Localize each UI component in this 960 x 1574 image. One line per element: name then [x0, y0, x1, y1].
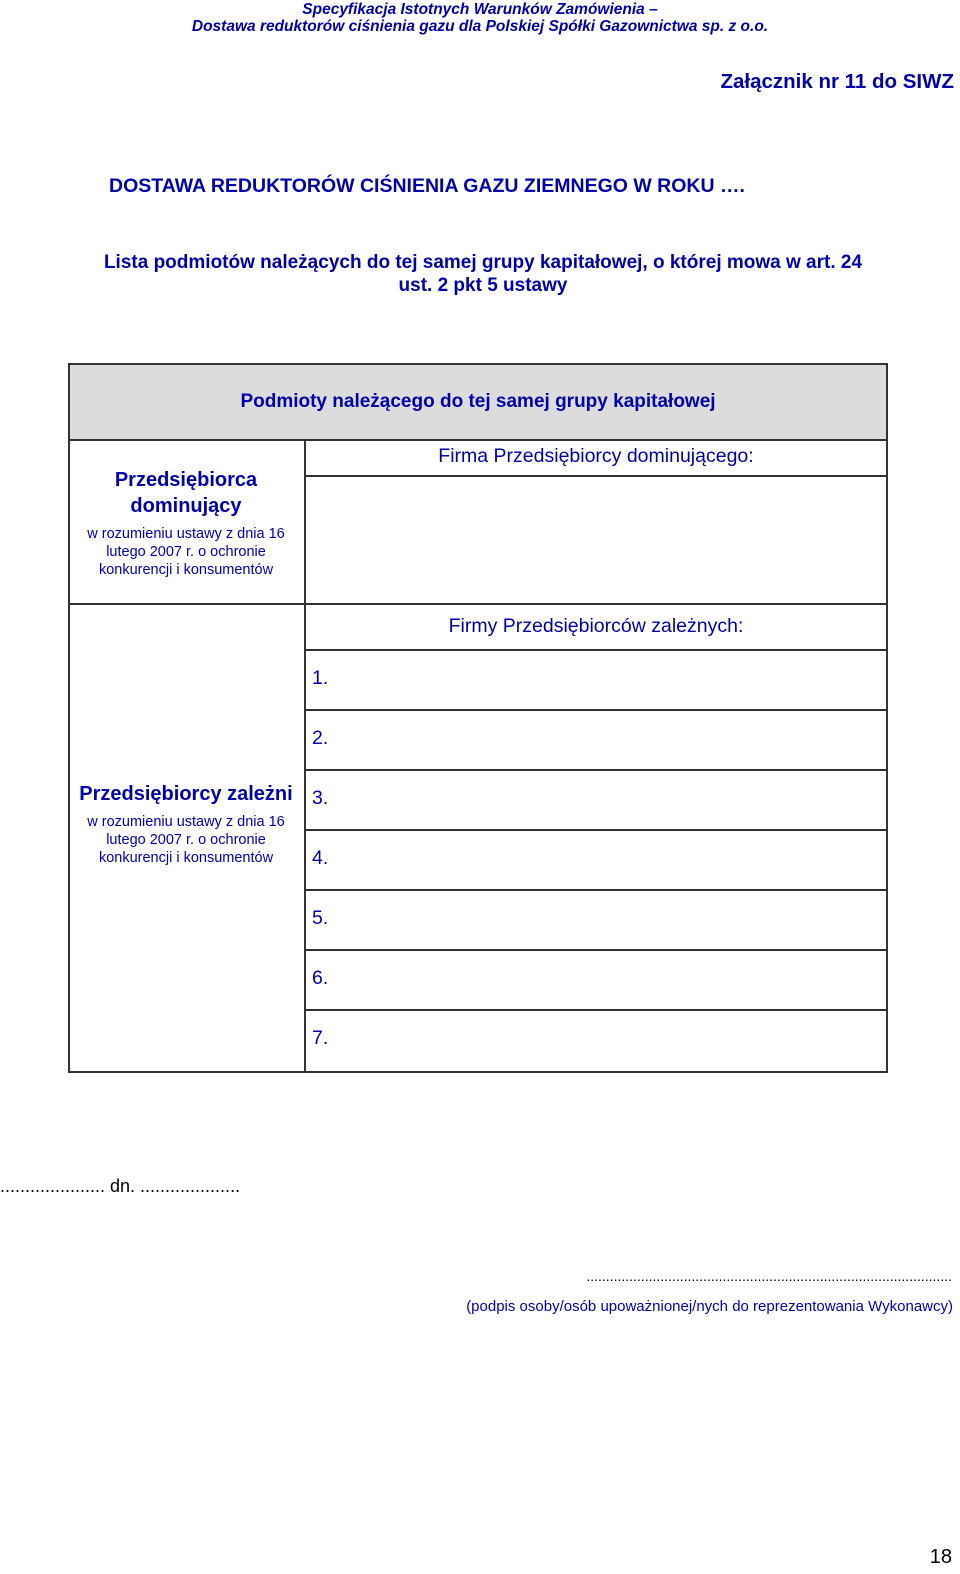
- dependent-row-field[interactable]: [306, 651, 886, 709]
- dominant-title: Przedsiębiorca dominujący: [114, 469, 258, 517]
- table-divider: [68, 439, 888, 441]
- table-divider: [68, 603, 888, 605]
- table-divider: [304, 439, 306, 1073]
- dependent-row-field[interactable]: [306, 951, 886, 1009]
- table-divider: [304, 889, 888, 891]
- table-divider: [304, 649, 888, 651]
- dependent-label-block: [68, 781, 304, 867]
- annex-label: Załącznik nr 11 do SIWZ: [720, 70, 954, 93]
- dominant-field-label: Firma Przedsiębiorcy dominującego:: [438, 445, 754, 467]
- table-border: [68, 363, 888, 365]
- table-divider: [304, 709, 888, 711]
- dominant-label-block: [68, 467, 304, 579]
- signature-dots: ..............................................................................................: [586, 1268, 952, 1284]
- dominant-note: w rozumieniu ustawy z dnia 16 lutego 2007 r. o ochronie konkurencji i konsumentów: [87, 526, 285, 578]
- dependent-row-field[interactable]: [306, 891, 886, 949]
- dependent-field-label: Firmy Przedsiębiorców zależnych:: [448, 615, 744, 637]
- dependent-row-number: 4.: [312, 847, 329, 869]
- table-header: Podmioty należącego do tej samej grupy kapitałowej: [68, 363, 888, 441]
- dominant-company-field[interactable]: [306, 477, 886, 603]
- table-divider: [304, 949, 888, 951]
- place-date-line: ..................... dn. ....................: [0, 1176, 241, 1196]
- dependent-row-number: 3.: [312, 787, 329, 809]
- table-border: [886, 363, 888, 1073]
- header-line-1: Specyfikacja Istotnych Warunków Zamówienia –: [302, 1, 658, 18]
- table-border: [68, 363, 70, 1073]
- dependent-title: Przedsiębiorcy zależni: [79, 783, 293, 805]
- dependent-row-number: 7.: [312, 1027, 329, 1049]
- table-divider: [304, 475, 888, 477]
- table-divider: [304, 1009, 888, 1011]
- dependent-row-field[interactable]: [306, 1011, 886, 1069]
- dependent-row-number: 6.: [312, 967, 329, 989]
- capital-group-table: [68, 363, 888, 1073]
- dependent-row-field[interactable]: [306, 771, 886, 829]
- header-line-2: Dostawa reduktorów ciśnienia gazu dla Polskiej Spółki Gazownictwa sp. z o.o.: [191, 18, 769, 35]
- dependent-row-number: 1.: [312, 667, 329, 689]
- table-border: [68, 1071, 888, 1073]
- dependent-row-field[interactable]: [306, 711, 886, 769]
- document-title: DOSTAWA REDUKTORÓW CIŚNIENIA GAZU ZIEMNEGO W ROKU ….: [109, 175, 745, 197]
- dependent-note: w rozumieniu ustawy z dnia 16 lutego 2007 r. o ochronie konkurencji i konsumentów: [87, 814, 285, 866]
- dependent-row-number: 2.: [312, 727, 329, 749]
- dependent-row-number: 5.: [312, 907, 329, 929]
- dependent-row-field[interactable]: [306, 831, 886, 889]
- page-number: 18: [929, 1546, 952, 1568]
- table-divider: [304, 829, 888, 831]
- document-subtitle: Lista podmiotów należących do tej samej grupy kapitałowej, o której mowa w art. 24 ust. 2 pkt 5 ustawy: [103, 252, 863, 296]
- signature-label: (podpis osoby/osób upoważnionej/nych do reprezentowania Wykonawcy): [466, 1298, 953, 1315]
- table-divider: [304, 769, 888, 771]
